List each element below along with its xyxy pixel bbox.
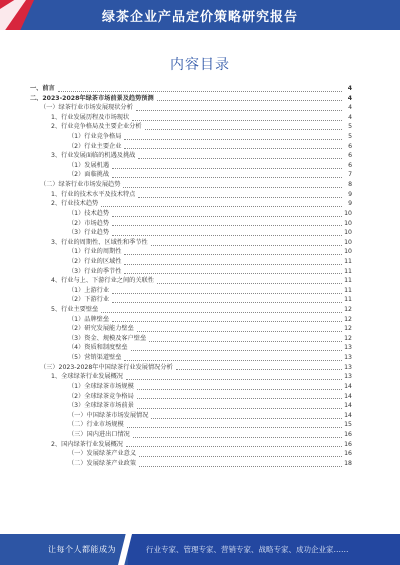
toc-entry[interactable] — [30, 180, 352, 190]
toc-entry-title: （二）绿茶行业市场发展趋势 — [40, 181, 121, 189]
toc-page-number: 5 — [348, 133, 352, 141]
toc-entry-title: （5）营销渠道壁垒 — [68, 354, 122, 362]
toc-entry-title: （2）市场趋势 — [68, 219, 110, 227]
toc-page-number: 15 — [344, 421, 352, 429]
toc-page-number: 13 — [344, 344, 352, 352]
toc-page-number: 14 — [344, 411, 352, 419]
toc-leader-dots — [149, 340, 342, 342]
toc-entry[interactable] — [30, 324, 352, 334]
toc-entry[interactable] — [30, 353, 352, 363]
toc-leader-dots — [112, 176, 342, 178]
toc-leader-dots — [112, 224, 342, 226]
toc-page-number: 10 — [344, 209, 352, 217]
toc-entry-title: 2、国内绿茶行业发展概况 — [51, 440, 123, 448]
toc-entry[interactable] — [30, 122, 352, 132]
toc-page-number: 12 — [344, 325, 352, 333]
toc-heading: 内容目录 — [170, 57, 230, 73]
toc-entry[interactable] — [30, 267, 352, 277]
toc-page-number: 9 — [348, 190, 352, 198]
toc-page-number: 13 — [344, 373, 352, 381]
toc-page-number: 10 — [344, 248, 352, 256]
toc-entry-title: （一）中国绿茶市场发展情况 — [68, 411, 149, 419]
toc-entry[interactable] — [30, 257, 352, 267]
toc-entry[interactable] — [30, 247, 352, 257]
toc-page-number: 7 — [348, 171, 352, 179]
toc-entry-title: （一）绿茶行业市场发展现状分析 — [40, 104, 133, 112]
toc-entry[interactable] — [30, 209, 352, 219]
toc-entry-title: 1、行业的技术水平及技术特点 — [51, 190, 136, 198]
toc-leader-dots — [138, 196, 342, 198]
toc-entry-title: （2）行业的区域性 — [68, 257, 122, 265]
toc-entry[interactable] — [30, 286, 352, 296]
toc-entry[interactable] — [30, 343, 352, 353]
toc-entry-title: （4）资质和制度壁垒 — [68, 344, 128, 352]
toc-leader-dots — [139, 455, 342, 457]
toc-entry[interactable] — [30, 440, 352, 450]
toc-entry-title: （1）行业竞争格局 — [68, 133, 122, 141]
toc-leader-dots — [112, 292, 342, 294]
toc-page-number: 6 — [348, 161, 352, 169]
toc-entry[interactable] — [30, 170, 352, 180]
toc-page-number: 16 — [344, 450, 352, 458]
toc-entry[interactable] — [30, 113, 352, 123]
toc-page-number: 5 — [348, 123, 352, 131]
toc-leader-dots — [126, 445, 342, 447]
toc-leader-dots — [112, 215, 342, 217]
toc-entry-title: （1）上游行业 — [68, 286, 110, 294]
toc-entry[interactable] — [30, 161, 352, 171]
toc-entry[interactable] — [30, 430, 352, 440]
toc-page-number: 11 — [344, 257, 352, 265]
toc-entry-title: （1）全球绿茶市场规模 — [68, 382, 134, 390]
toc-entry[interactable] — [30, 382, 352, 392]
document-title: 绿茶企业产品定价策略研究报告 — [101, 10, 298, 25]
toc-page-number: 14 — [344, 392, 352, 400]
toc-page-number: 4 — [348, 113, 352, 121]
toc-entry[interactable] — [30, 295, 352, 305]
toc-entry[interactable] — [30, 238, 352, 248]
toc-page-number: 11 — [344, 267, 352, 275]
toc-leader-dots — [124, 359, 342, 361]
footer-expert-list: 行业专家、管理专家、营销专家、战略专家、成功企业家…… — [146, 545, 349, 554]
toc-leader-dots — [136, 109, 342, 111]
toc-entry[interactable] — [30, 103, 352, 113]
toc-page-number: 12 — [344, 315, 352, 323]
toc-entry-title: （三）国内进出口情况 — [68, 430, 130, 438]
toc-entry-title: （二）行业市场规模 — [68, 421, 124, 429]
toc-entry-title: 1、全球绿茶行业发展概况 — [51, 373, 123, 381]
toc-page-number: 10 — [344, 219, 352, 227]
toc-entry-title: （1）发展机遇 — [68, 161, 110, 169]
toc-page-number: 14 — [344, 402, 352, 410]
toc-leader-dots — [151, 417, 342, 419]
toc-page-number: 10 — [344, 229, 352, 237]
toc-leader-dots — [137, 407, 342, 409]
toc-page-number: 13 — [344, 363, 352, 371]
toc-entry[interactable] — [30, 420, 352, 430]
toc-entry[interactable] — [30, 411, 352, 421]
toc-entry[interactable] — [30, 84, 352, 94]
toc-leader-dots — [112, 301, 342, 303]
toc-leader-dots — [176, 368, 342, 370]
toc-page-number: 13 — [344, 354, 352, 362]
toc-entry-title: （3）行业趋势 — [68, 229, 110, 237]
footer-slogan: 让每个人都能成为 — [48, 545, 116, 554]
toc-entry-title: 2、行业技术趋势 — [51, 200, 99, 208]
toc-leader-dots — [137, 397, 342, 399]
toc-leader-dots — [124, 263, 342, 265]
toc-leader-dots — [157, 99, 342, 101]
toc-page-number: 14 — [344, 382, 352, 390]
toc-leader-dots — [123, 186, 342, 188]
toc-entry[interactable] — [30, 363, 352, 373]
toc-leader-dots — [126, 378, 342, 380]
toc-entry-title: （2）下游行业 — [68, 296, 110, 304]
toc-entry-title: （一）发展绿茶产业意义 — [68, 450, 137, 458]
toc-leader-dots — [133, 436, 342, 438]
toc-leader-dots — [151, 244, 342, 246]
toc-entry[interactable] — [30, 142, 352, 152]
toc-page-number: 12 — [344, 334, 352, 342]
toc-entry[interactable] — [30, 449, 352, 459]
toc-leader-dots — [112, 234, 342, 236]
toc-leader-dots — [145, 128, 342, 130]
toc-entry-title: 4、行业与上、下游行业之间的关联性 — [51, 277, 154, 285]
table-of-contents — [30, 84, 352, 468]
toc-entry[interactable] — [30, 276, 352, 286]
toc-leader-dots — [132, 119, 342, 121]
toc-entry-title: （三）2023-2028年中国绿茶行业发展情况分析 — [40, 363, 173, 371]
toc-page-number: 10 — [344, 238, 352, 246]
toc-entry[interactable] — [30, 190, 352, 200]
toc-entry[interactable] — [30, 228, 352, 238]
toc-entry-title: （二）发展绿茶产业政策 — [68, 459, 137, 467]
toc-entry-title: （3）全球绿茶市场前景 — [68, 402, 134, 410]
toc-leader-dots — [127, 426, 342, 428]
toc-page-number: 11 — [344, 286, 352, 294]
toc-page-number: 4 — [347, 85, 352, 92]
toc-entry[interactable] — [30, 151, 352, 161]
toc-entry[interactable] — [30, 315, 352, 325]
toc-page-number: 11 — [344, 277, 352, 285]
toc-leader-dots — [124, 138, 342, 140]
toc-leader-dots — [124, 147, 342, 149]
toc-entry-title: （2）研究发展能力壁垒 — [68, 325, 134, 333]
toc-entry-title: 二、2023-2028年绿茶市场前景及趋势预测 — [30, 94, 154, 102]
toc-entry-title: （2）面临挑战 — [68, 171, 110, 179]
header-bar — [0, 0, 400, 30]
toc-entry-title: 2、行业竞争格局及主要企业分析 — [51, 123, 142, 131]
toc-entry[interactable] — [30, 132, 352, 142]
toc-leader-dots — [157, 282, 342, 284]
toc-leader-dots — [124, 253, 342, 255]
toc-entry[interactable] — [30, 392, 352, 402]
toc-entry-title: 一、前言 — [30, 85, 55, 92]
toc-leader-dots — [139, 465, 342, 467]
toc-page-number: 6 — [348, 142, 352, 150]
toc-leader-dots — [131, 349, 342, 351]
toc-page-number: 18 — [344, 459, 352, 467]
toc-entry[interactable] — [30, 199, 352, 209]
toc-entry-title: （1）行业的周期性 — [68, 248, 122, 256]
toc-page-number: 12 — [344, 306, 352, 314]
toc-entry-title: （3）行业的季节性 — [68, 267, 122, 275]
toc-leader-dots — [101, 311, 342, 313]
toc-leader-dots — [137, 388, 342, 390]
toc-page-number: 4 — [347, 94, 352, 102]
toc-page-number: 6 — [348, 152, 352, 160]
toc-page-number: 11 — [344, 296, 352, 304]
toc-entry-title: （1）品牌壁垒 — [68, 315, 110, 323]
toc-entry[interactable] — [30, 305, 352, 315]
toc-entry[interactable] — [30, 334, 352, 344]
toc-entry-title: （2）行业主要企业 — [68, 142, 122, 150]
toc-entry-title: 1、行业发展历程及市场现状 — [51, 113, 130, 121]
toc-entry[interactable] — [30, 94, 352, 104]
toc-entry-title: （3）资金、规模及客户壁垒 — [68, 334, 147, 342]
toc-entry[interactable] — [30, 459, 352, 469]
toc-entry[interactable] — [30, 401, 352, 411]
toc-entry-title: （1）技术趋势 — [68, 209, 110, 217]
toc-entry-title: 3、行业发展面临的机遇及挑战 — [51, 152, 136, 160]
toc-entry-title: 5、行业主要壁垒 — [51, 306, 99, 314]
toc-leader-dots — [138, 157, 342, 159]
toc-entry-title: 3、行业的周期性、区域性和季节性 — [51, 238, 148, 246]
toc-leader-dots — [124, 272, 342, 274]
toc-page-number: 16 — [344, 440, 352, 448]
toc-leader-dots — [112, 167, 342, 169]
toc-page-number: 16 — [344, 430, 352, 438]
toc-entry[interactable] — [30, 372, 352, 382]
toc-entry[interactable] — [30, 219, 352, 229]
toc-leader-dots — [112, 320, 342, 322]
toc-page-number: 4 — [348, 104, 352, 112]
toc-entry-title: （2）全球绿茶竞争格局 — [68, 392, 134, 400]
toc-leader-dots — [58, 90, 342, 92]
toc-leader-dots — [137, 330, 342, 332]
footer-bar — [0, 534, 400, 565]
toc-page-number: 9 — [348, 200, 352, 208]
toc-leader-dots — [101, 205, 342, 207]
toc-page-number: 8 — [348, 181, 352, 189]
